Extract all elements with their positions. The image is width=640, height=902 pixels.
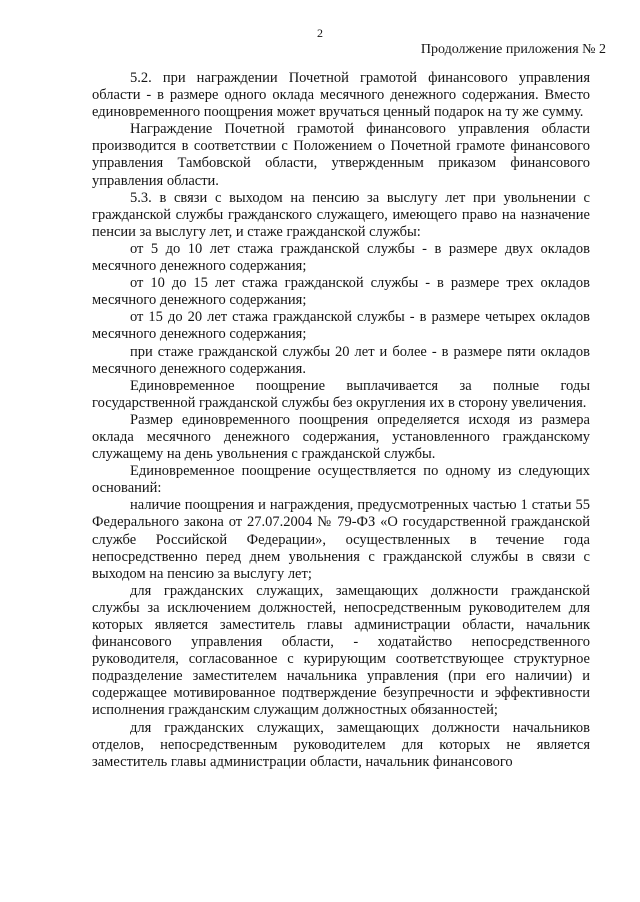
paragraph-ground-awards: наличие поощрения и награждения, предусмотренных частью 1 статьи 55 Федерального закона от 27.07.2004 № 79-ФЗ «О государственной гражданской службе Российской Федерации», осуществленных в течение года непосредственно перед днем увольнения с гражданской службы в связи с выходом на пенсию за выслугу лет;: [92, 497, 590, 582]
paragraph-5-2: 5.2. при награждении Почетной грамотой финансового управления области - в размере одного оклада месячного денежного содержания. Вместо единовременного поощрения может вручаться ценный подарок на ту же сумму.: [92, 70, 590, 121]
document-body: [92, 70, 590, 771]
paragraph-ground-department-heads: для гражданских служащих, замещающих должности начальников отделов, непосредственным руководителем для которых не является заместитель главы администрации области, начальник финансового: [92, 719, 590, 770]
paragraph-ground-petition: для гражданских служащих, замещающих должности гражданской службы за исключением должностей, непосредственным руководителем для которых является заместитель главы администрации области, начальник финансового управления области, - ходатайство непосредственного руководителя, согласованное с курирующим соответствующее структурное подразделение заместителем начальника управления (при его наличии) и содержащее мотивированное подтверждение безупречности и эффективности исполнения гражданским служащим должностных обязанностей;: [92, 582, 590, 719]
appendix-note: Продолжение приложения № 2: [420, 42, 606, 57]
paragraph-full-years: Единовременное поощрение выплачивается за полные годы государственной гражданской службы без округления их в сторону увеличения.: [92, 377, 590, 411]
paragraph-5-3: 5.3. в связи с выходом на пенсию за выслугу лет при увольнении с гражданской службы гражданского служащего, имеющего право на назначение пенсии за выслугу лет, и стаже гражданской службы:: [92, 189, 590, 240]
page-number: 2: [317, 26, 323, 40]
paragraph-service-15-20: от 15 до 20 лет стажа гражданской службы - в размере четырех окладов месячного денежного содержания;: [92, 309, 590, 343]
paragraph-service-10-15: от 10 до 15 лет стажа гражданской службы - в размере трех окладов месячного денежного содержания;: [92, 275, 590, 309]
paragraph-service-20-plus: при стаже гражданской службы 20 лет и более - в размере пяти окладов месячного денежного содержания.: [92, 343, 590, 377]
paragraph-certificate-award: Награждение Почетной грамотой финансового управления области производится в соответствии с Положением о Почетной грамоте финансового управления Тамбовской области, утвержденным приказом финансового управления области.: [92, 121, 590, 189]
paragraph-amount: Размер единовременного поощрения определяется исходя из размера оклада месячного денежного содержания, установленного гражданскому служащему на день увольнения с гражданской службы.: [92, 411, 590, 463]
paragraph-grounds: Единовременное поощрение осуществляется по одному из следующих оснований:: [92, 463, 590, 497]
paragraph-service-5-10: от 5 до 10 лет стажа гражданской службы - в размере двух окладов месячного денежного содержания;: [92, 240, 590, 275]
